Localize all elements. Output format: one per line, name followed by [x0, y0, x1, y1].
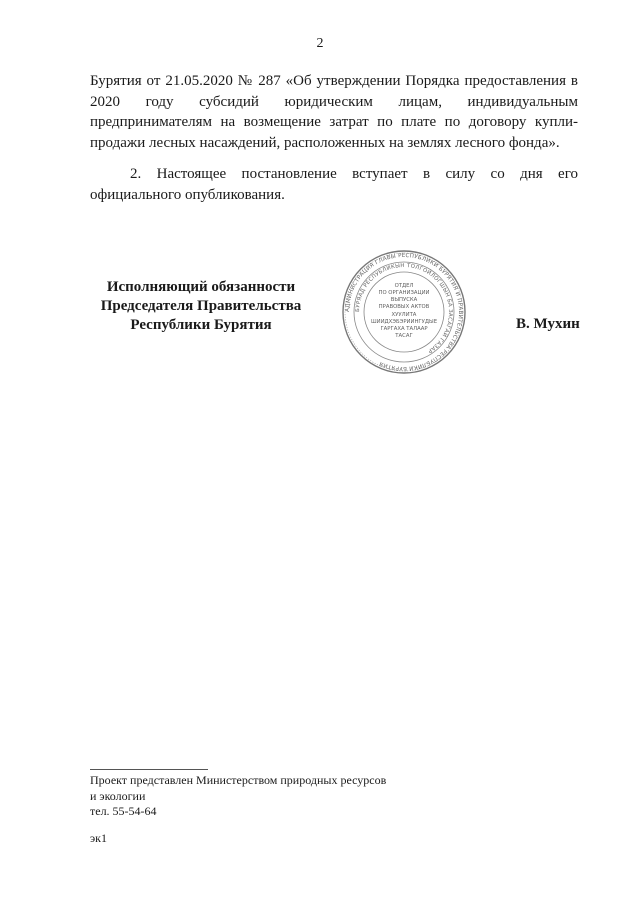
seal-inner-ring-text: БУРЯАД РЕСПУБЛИКЫН ТОЛГОЙЛОГШЫН БА ЗАСАГАЙ ГАЗАР	[354, 262, 454, 354]
page-number: 2	[316, 36, 324, 51]
footnote	[90, 773, 386, 820]
seal-center-line-6: ШИИДХЭБЭРИИНГУДЫЕ	[370, 319, 438, 325]
official-seal	[341, 249, 467, 375]
signatory-title	[86, 278, 316, 335]
footnote-line-1: Проект представлен Министерством природных ресурсов	[90, 773, 387, 787]
seal-center-line-5: ХУУЛИТА	[391, 312, 417, 318]
signatory-title-line-2: Председателя Правительства	[100, 298, 302, 314]
body-paragraph-2: 2. Настоящее постановление вступает в силу со дня его официального опубликования.	[90, 166, 578, 203]
footnote-phone: тел. 55-54-64	[90, 804, 157, 818]
seal-outer-ring-text: АДМИНИСТРАЦИЯ ГЛАВЫ РЕСПУБЛИКИ БУРЯТИЯ И ПРАВИТЕЛЬСТВА РЕСПУБЛИКИ БУРЯТИЯ	[344, 252, 464, 372]
seal-center-line-4: ПРАВОВЫХ АКТОВ	[378, 304, 430, 310]
footnote-divider	[90, 769, 208, 770]
signatory-name: В. Мухин	[516, 316, 580, 332]
seal-center-line-8: ТАСАГ	[395, 333, 413, 339]
seal-center-line-1: ОТДЕЛ	[394, 283, 414, 289]
signatory-title-line-1: Исполняющий обязанности	[106, 279, 296, 295]
body-paragraph-1: Бурятия от 21.05.2020 № 287 «Об утверждении Порядка предоставления в 2020 году субсидий юридическим лицам, индивидуальным предпринимателям на возмещение затрат по плате по договору купли-продажи лесных насаждений, расположенных на землях лесного фонда».	[90, 73, 578, 151]
seal-center-line-3: ВЫПУСКА	[390, 297, 418, 303]
seal-center-line-2: ПО ОРГАНИЗАЦИИ	[378, 290, 430, 296]
seal-center-line-7: ГАРГАХА ТАЛААР	[380, 326, 428, 332]
signatory-title-line-3: Республики Бурятия	[130, 317, 272, 333]
document-code: эк1	[90, 831, 107, 845]
footnote-line-2: и экологии	[90, 788, 146, 803]
